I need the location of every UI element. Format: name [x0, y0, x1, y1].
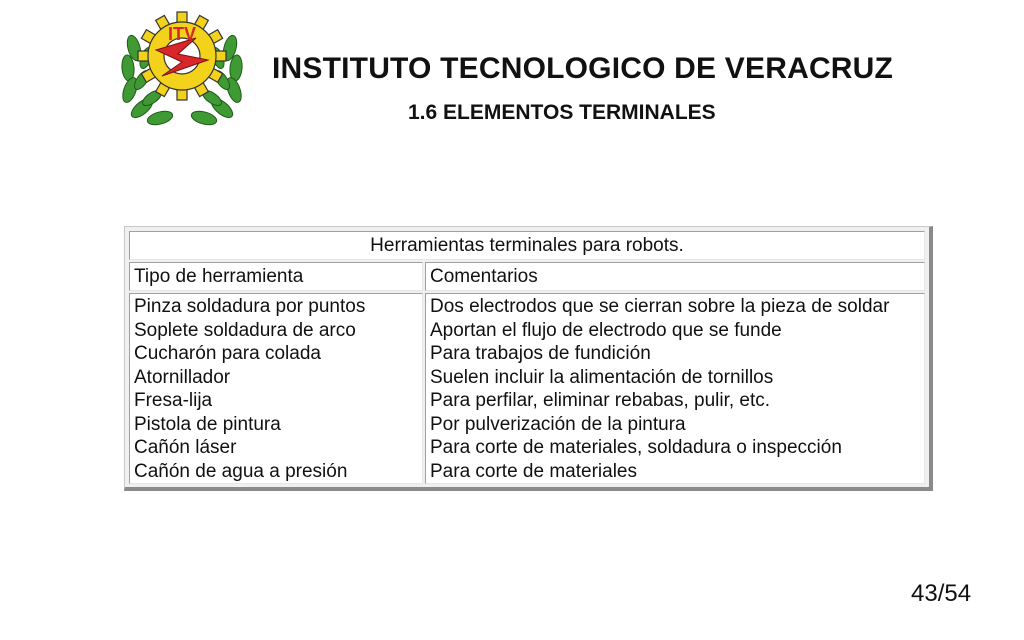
tool-comment: Dos electrodos que se cierran sobre la pieza de soldar — [430, 296, 890, 317]
institute-title: INSTITUTO TECNOLOGICO DE VERACRUZ — [272, 52, 894, 85]
tool-name: Cañón de agua a presión — [134, 460, 348, 482]
tool-name: Soplete soldadura de arco — [134, 319, 356, 341]
itv-logo — [116, 10, 248, 130]
tool-comment: Para corte de materiales — [430, 460, 637, 482]
tool-name: Pinza soldadura por puntos — [134, 296, 366, 317]
tools-table — [124, 226, 933, 491]
comments-column-cell — [425, 293, 925, 484]
tool-comment: Aportan el flujo de electrodo que se funde — [430, 319, 782, 341]
tool-name: Fresa-lija — [134, 390, 213, 411]
tool-name: Cucharón para colada — [134, 343, 321, 364]
column-header-comments: Comentarios — [425, 262, 925, 291]
table-caption: Herramientas terminales para robots. — [129, 231, 925, 260]
tool-name: Cañón láser — [134, 437, 237, 458]
tool-column-cell — [129, 293, 423, 484]
column-header-tool: Tipo de herramienta — [129, 262, 423, 291]
tool-name: Pistola de pintura — [134, 413, 281, 435]
tool-comment: Suelen incluir la alimentación de tornillos — [430, 366, 774, 388]
tool-comment: Para perfilar, eliminar rebabas, pulir, etc. — [430, 390, 771, 411]
section-title: 1.6 ELEMENTOS TERMINALES — [408, 101, 716, 124]
tool-name: Atornillador — [134, 366, 231, 388]
logo-text: ITV — [167, 24, 197, 44]
page-number: 43/54 — [911, 580, 972, 607]
tool-comment: Para corte de materiales, soldadura o inspección — [430, 437, 842, 458]
tool-comment: Para trabajos de fundición — [430, 343, 651, 364]
tool-comment: Por pulverización de la pintura — [430, 413, 686, 435]
